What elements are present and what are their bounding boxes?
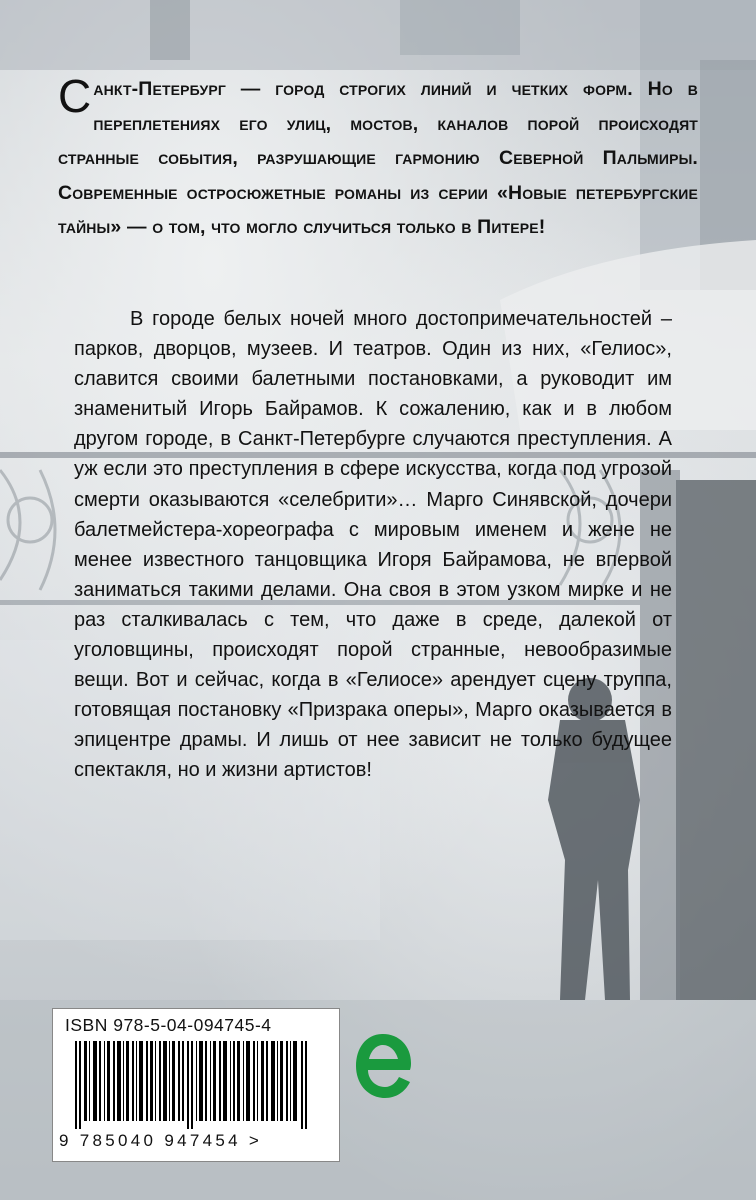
series-blurb [58,72,698,245]
book-description: В городе белых ночей много достопримечательностей – парков, дворцов, музеев. И театров. Один из них, «Гелиос», славится своими балетными постановками, а руководит им знаменитый Игорь Байрамов. К сожалению, как и в любом другом городе, в Санкт-Петербурге случаются преступления. А уж если это преступления в сфере искусства, когда под угрозой смерти оказываются «селебрити»… Марго Синявской, дочери балетмейстера-хореографа с мировым именем и жене не менее известного танцовщика Игоря Байрамова, не впервой заниматься такими делами. Она своя в этом узком мирке и не раз сталкивалась с тем, что даже в среде, далекой от уголовщины, происходят порой странные, невообразимые вещи. Вот и сейчас, когда в «Гелиосе» арендует сцену труппа, готовящая постановку «Призрака оперы», Марго оказывается в эпицентре драмы. И лишь от нее зависит не только будущее спектакля, но и жизни артистов! [74,308,672,782]
isbn-barcode-box [52,1008,340,1162]
barcode [75,1041,323,1129]
barcode-digits: 9 785040 947454 > [59,1131,263,1150]
eksmo-logo-icon [352,1030,414,1102]
isbn-label: ISBN 978-5-04-094745-4 [65,1015,272,1035]
drop-cap: С [58,70,92,122]
series-blurb-text: анкт-Петербург — город строгих линий и четких форм. Но в переплетениях его улиц, мостов, каналов порой происходят странные события, разрушающие гармонию Северной Пальмиры. Современные остросюжетные романы из серии «Новые петербургские тайны» — о том, что могло случиться только в Питере! [58,78,698,238]
